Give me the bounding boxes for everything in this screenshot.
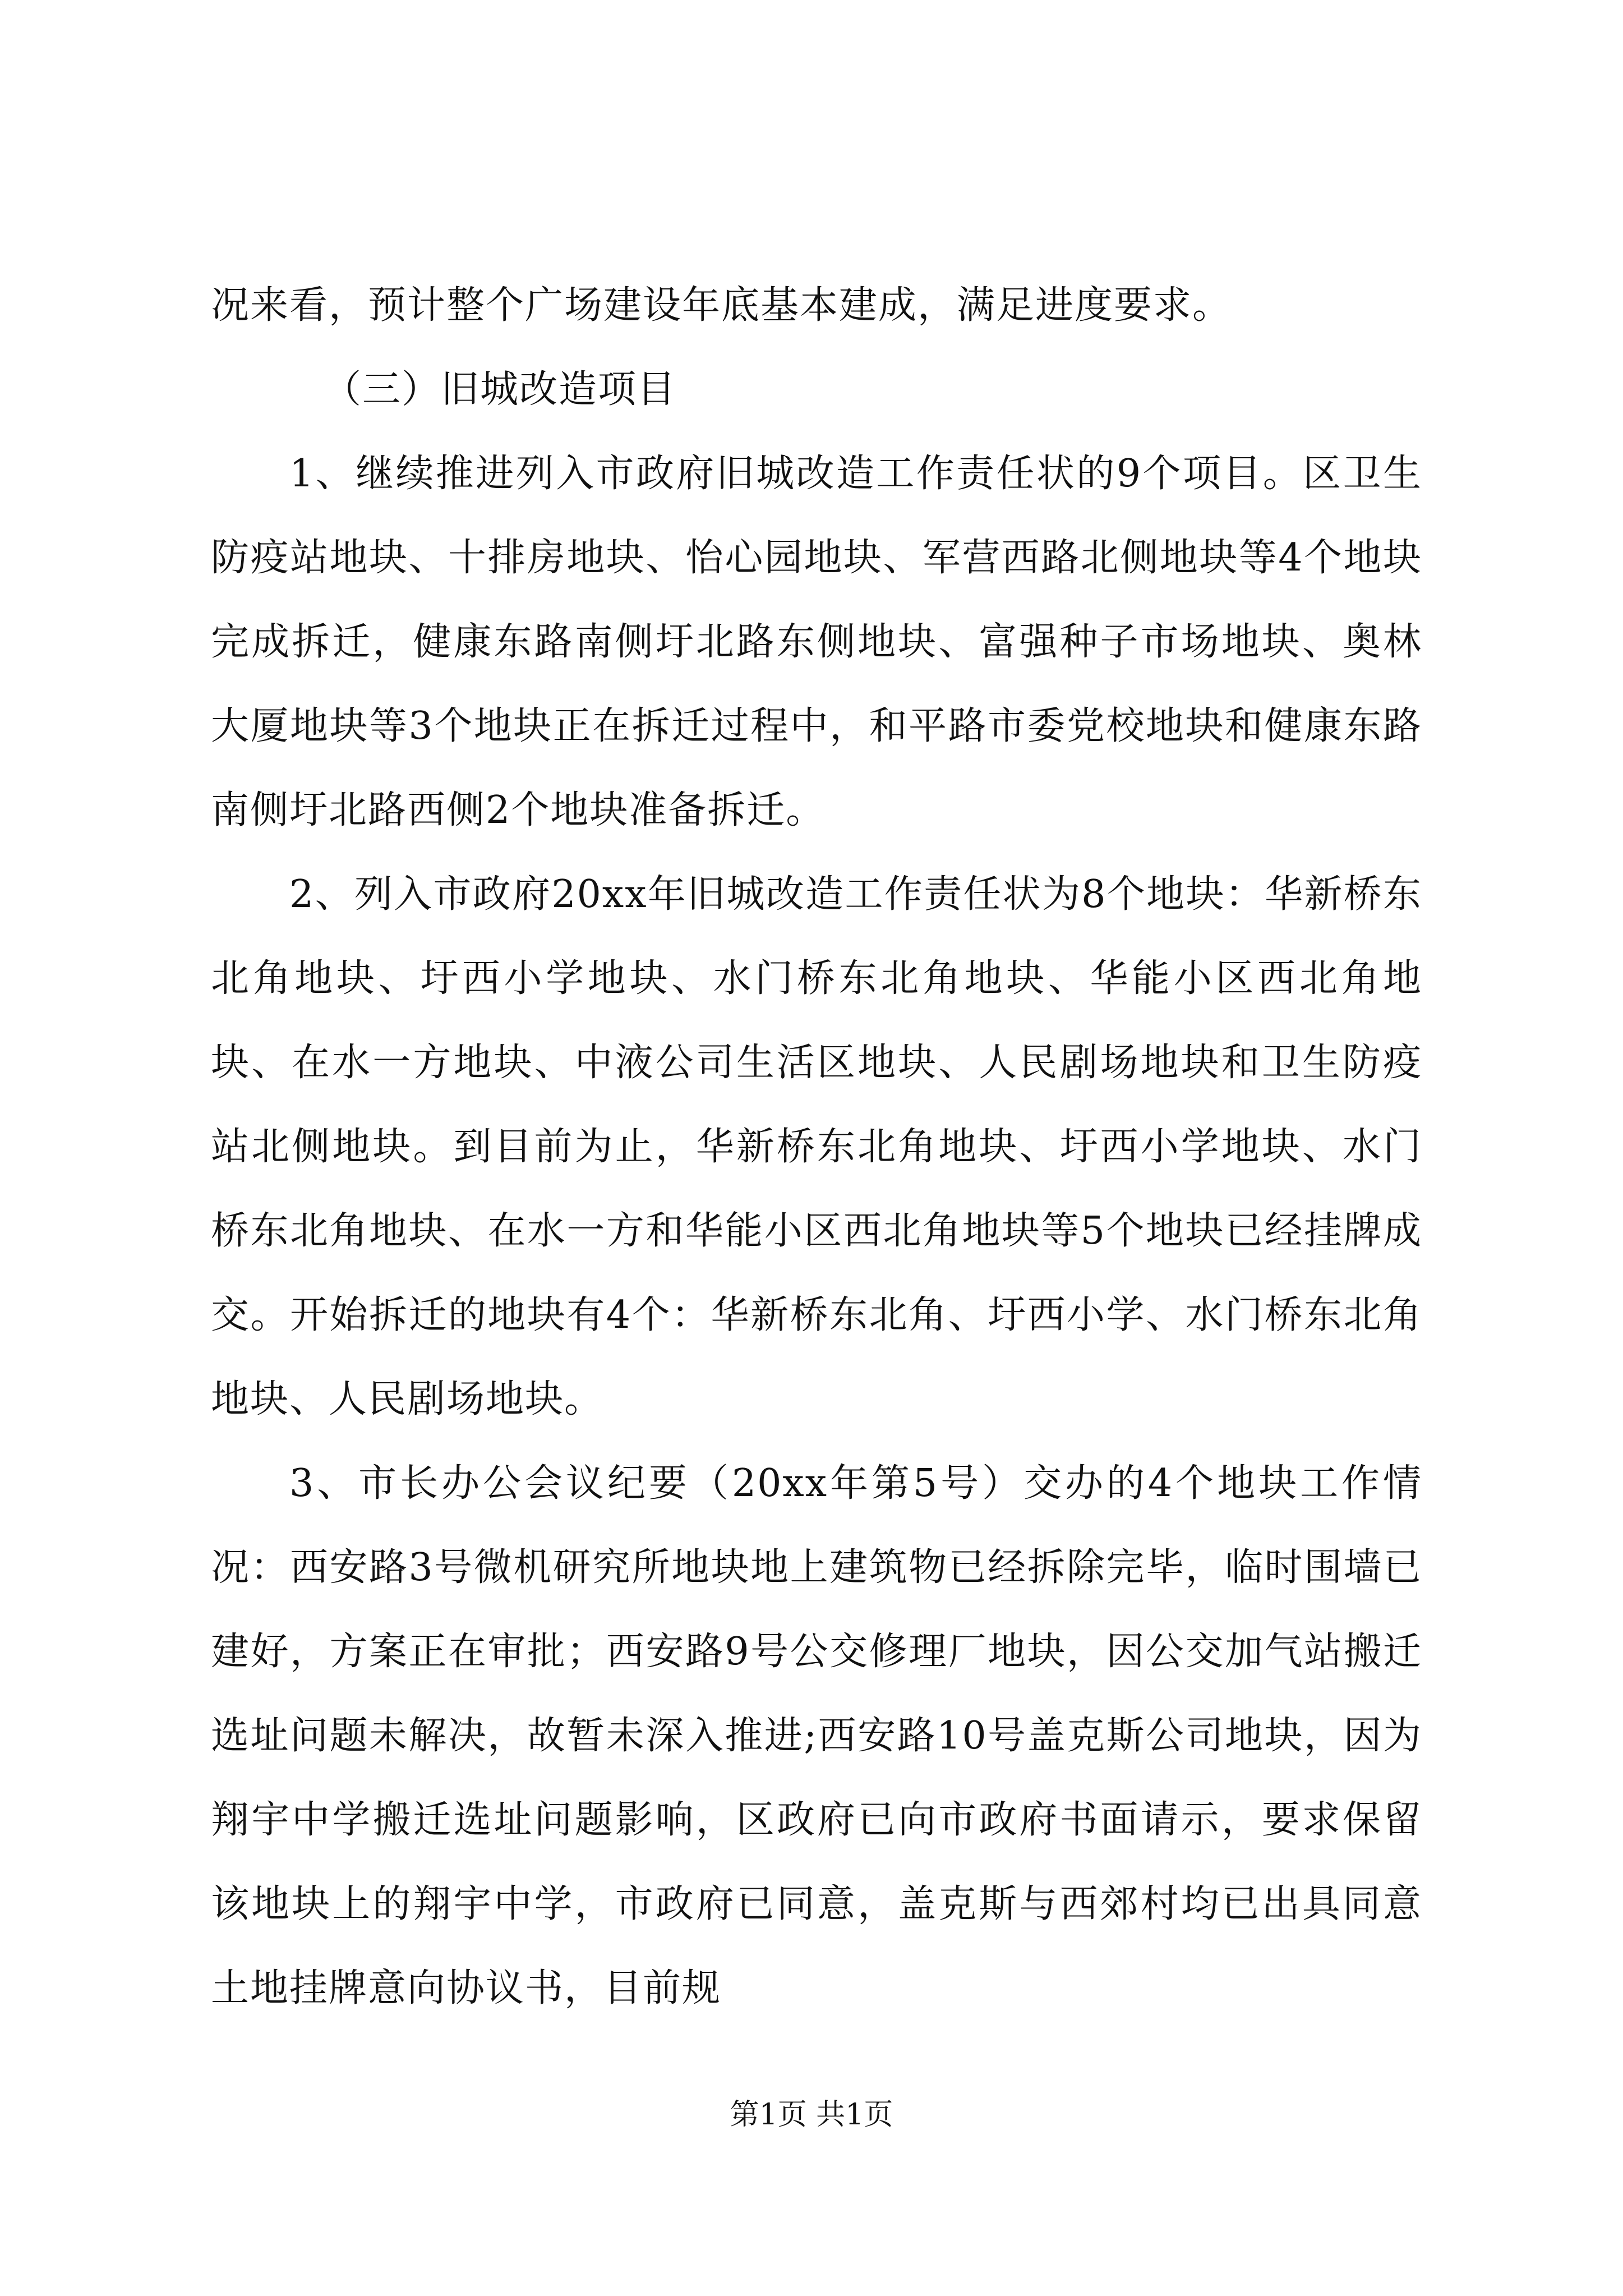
page-footer: 第1页 共1页 bbox=[730, 2098, 893, 2132]
paragraph-item-3: 3、市长办公会议纪要（20xx年第5号）交办的4个地块工作情况：西安路3号微机研究所地块地上建筑物已经拆除完毕，临时围墙已建好，方案正在审批；西安路9号公交修理厂地块，因公交加气站搬迁选址问题未解决，故暂未深入推进;西安路10号盖克斯公司地块，因为翔宇中学搬迁选址问题影响，区政府已向市政府书面请示，要求保留该地块上的翔宇中学，市政府已同意，盖克斯与西郊村均已出具同意土地挂牌意向协议书，目前规 bbox=[211, 1461, 1422, 2010]
paragraph-item-1: 1、继续推进列入市政府旧城改造工作责任状的9个项目。区卫生防疫站地块、十排房地块、怡心园地块、军营西路北侧地块等4个地块完成拆迁，健康东路南侧圩北路东侧地块、富强种子市场地块、奥林大厦地块等3个地块正在拆迁过程中，和平路市委党校地块和健康东路南侧圩北路西侧2个地块准备拆迁。 bbox=[211, 452, 1422, 832]
paragraph-continuation: 况来看，预计整个广场建设年底基本建成，满足进度要求。 bbox=[211, 283, 1232, 328]
paragraph-item-2: 2、列入市政府20xx年旧城改造工作责任状为8个地块：华新桥东北角地块、圩西小学地块、水门桥东北角地块、华能小区西北角地块、在水一方地块、中液公司生活区地块、人民剧场地块和卫生防疫站北侧地块。到目前为止，华新桥东北角地块、圩西小学地块、水门桥东北角地块、在水一方和华能小区西北角地块等5个地块已经挂牌成交。开始拆迁的地块有4个：华新桥东北角、圩西小学、水门桥东北角地块、人民剧场地块。 bbox=[211, 872, 1422, 1421]
section-heading: （三）旧城改造项目 bbox=[323, 367, 677, 412]
document-body bbox=[211, 264, 1422, 2031]
